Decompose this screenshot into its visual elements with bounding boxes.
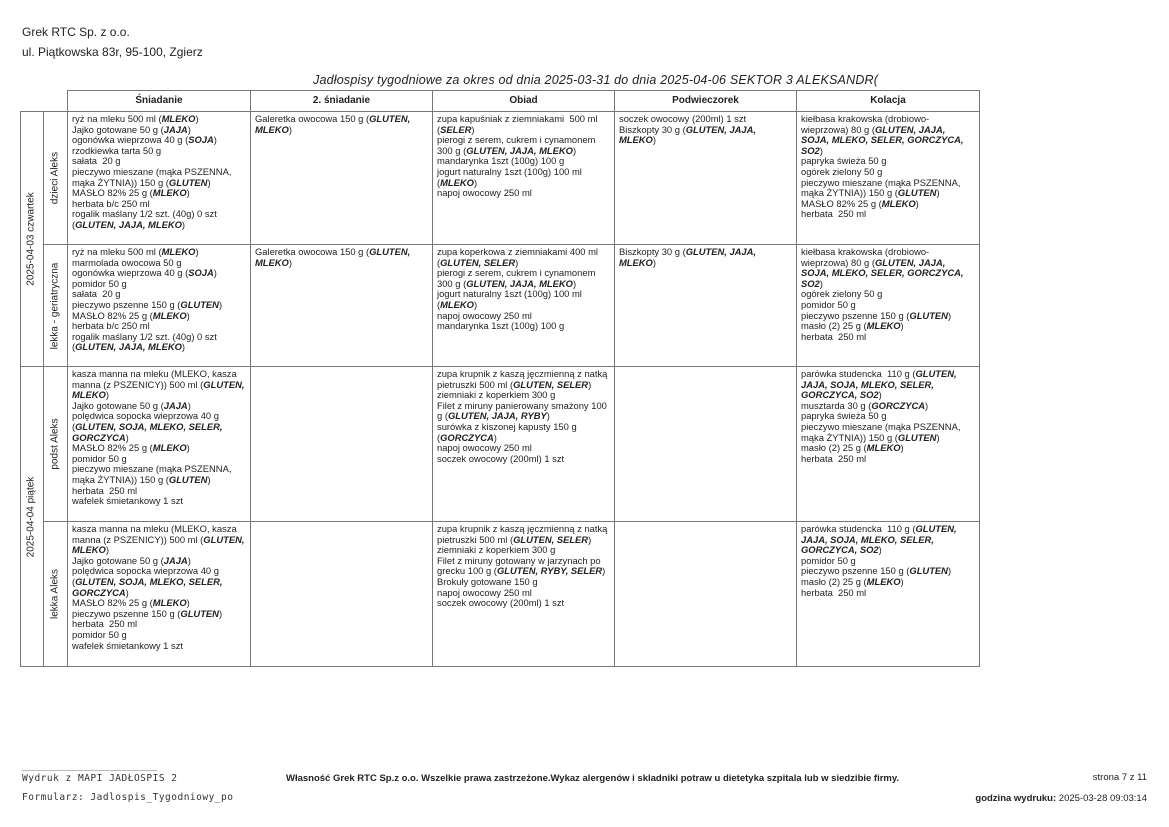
diet-label: podst Aleks (49, 418, 61, 470)
table-row (21, 245, 980, 367)
menu-item: ryż na mleku 500 ml (MLEKO) (72, 113, 199, 124)
menu-item: Biszkopty 30 g (GLUTEN, JAJA, MLEKO) (619, 246, 759, 268)
day-cell (21, 112, 44, 367)
meal-cell (797, 112, 980, 245)
menu-item: herbata 250 ml (801, 208, 867, 220)
menu-item: masło (2) 25 g (MLEKO) (801, 442, 904, 454)
menu-item: parówka studencka 110 g (GLUTEN, JAJA, SOJA, MLEKO, SELER, GORCZYCA, SO2) (801, 368, 960, 401)
menu-item: masło (2) 25 g (MLEKO) (801, 320, 904, 332)
company-name: Grek RTC Sp. z o.o. (22, 25, 130, 39)
menu-item: Biszkopty 30 g (GLUTEN, JAJA, MLEKO) (619, 123, 759, 146)
menu-item: mandarynka 1szt (100g) 100 g (437, 155, 565, 167)
page-title: Jadłospisy tygodniowe za okres od dnia 2025-03-31 do dnia 2025-04-06 SEKTOR 3 ALEKSANDR( (313, 73, 879, 87)
menu-item: sałata 20 g (72, 155, 121, 167)
menu-item: pieczywo pszenne 150 g (GLUTEN) (801, 309, 952, 321)
column-header: Kolacja (797, 91, 980, 112)
menu-item: pomidor 50 g (801, 554, 856, 566)
menu-item: Filet z miruny panierowany smażony 100 g (GLUTEN, JAJA, RYBY) (437, 399, 610, 422)
menu-item: MASŁO 82% 25 g (MLEKO) (72, 309, 190, 321)
meal-cell (615, 522, 797, 667)
menu-item: wafelek śmietankowy 1 szt (72, 495, 183, 507)
day-label: 2025-04-03 czwartek (25, 192, 37, 286)
company-header (22, 22, 203, 62)
table-row (21, 112, 980, 245)
menu-item: rogalik maślany 1/2 szt. (40g) 0 szt (GLUTEN, JAJA, MLEKO) (72, 330, 220, 353)
menu-item: ogórek zielony 50 g (801, 165, 883, 177)
menu-item: pieczywo mieszane (mąka PSZENNA, mąka ŻYTNIA)) 150 g (GLUTEN) (801, 420, 964, 443)
menu-item: surówka z kiszonej kapusty 150 g (GORCZYCA) (437, 420, 580, 443)
diet-label: lekka Aleks (49, 568, 61, 620)
print-time-label: godzina wydruku: (975, 793, 1057, 804)
menu-item: ogonówka wieprzowa 40 g (SOJA) (72, 134, 217, 146)
menu-item: ogonówka wieprzowa 40 g (SOJA) (72, 267, 217, 279)
menu-item: pieczywo pszenne 150 g (GLUTEN) (72, 607, 223, 619)
menu-item: pomidor 50 g (801, 298, 856, 310)
menu-item: wafelek śmietankowy 1 szt (72, 639, 183, 651)
menu-item: rzodkiewka tarta 50 g (72, 144, 162, 156)
menu-item: Jajko gotowane 50 g (JAJA) (72, 123, 191, 135)
meal-cell (797, 367, 980, 522)
menu-item: papryka świeża 50 g (801, 155, 887, 167)
meal-cell (251, 367, 433, 522)
menu-item: herbata 250 ml (801, 452, 867, 464)
menu-item: napoj owocowy 250 ml (437, 586, 532, 598)
header-blank (21, 91, 44, 112)
menu-item: pieczywo pszenne 150 g (GLUTEN) (72, 298, 223, 310)
menu-item: pomidor 50 g (72, 452, 127, 464)
column-header: Śniadanie (68, 91, 251, 112)
day-cell (21, 367, 44, 667)
footer-divider (22, 770, 157, 771)
meal-cell (251, 522, 433, 667)
menu-item: Galeretka owocowa 150 g (GLUTEN, MLEKO) (255, 113, 413, 135)
meal-cell (615, 245, 797, 367)
menu-item: jogurt naturalny 1szt (100g) 100 ml (MLEKO) (437, 165, 585, 188)
menu-item: napoj owocowy 250 ml (437, 442, 532, 454)
header-row (21, 91, 980, 112)
diet-cell (44, 522, 68, 667)
meal-cell (251, 112, 433, 245)
menu-item: soczek owocowy (200ml) 1 szt (437, 597, 565, 609)
menu-item: herbata 250 ml (72, 618, 138, 630)
menu-item: ryż na mleku 500 ml (MLEKO) (72, 246, 199, 257)
diet-cell (44, 245, 68, 367)
menu-item: sałata 20 g (72, 288, 121, 300)
table-row (21, 367, 980, 522)
menu-item: polędwica sopocka wieprzowa 40 g (GLUTEN, SOJA, MLEKO, SELER, GORCZYCA) (72, 565, 226, 598)
company-address: ul. Piątkowska 83r, 95-100, Zgierz (22, 45, 203, 59)
menu-item: zupa kapuśniak z ziemniakami 500 ml (SELER) (437, 113, 601, 135)
menu-item: MASŁO 82% 25 g (MLEKO) (72, 187, 190, 199)
menu-item: zupa koperkowa z ziemniakami 400 ml (GLUTEN, SELER) (437, 246, 601, 268)
menu-item: pieczywo mieszane (mąka PSZENNA, mąka ŻYTNIA)) 150 g (GLUTEN) (801, 176, 964, 199)
menu-item: polędwica sopocka wieprzowa 40 g (GLUTEN, SOJA, MLEKO, SELER, GORCZYCA) (72, 410, 226, 443)
menu-item: Brokuły gotowane 150 g (437, 575, 538, 587)
menu-item: zupa krupnik z kaszą jęczmienną z natką pietruszki 500 ml (GLUTEN, SELER) (437, 368, 611, 390)
menu-item: kasza manna na mleku (MLEKO, kasza manna (z PSZENICY)) 500 ml (GLUTEN, MLEKO) (72, 368, 248, 401)
printout-source: Wydruk z MAPI JADŁOSPIS 2 (22, 773, 178, 784)
ownership-notice: Własność Grek RTC Sp.z o.o. Wszelkie prawa zastrzeżone.Wykaz alergenów i skladniki potraw u dietetyka szpitala lub w siedzibie firmy. (286, 773, 900, 784)
menu-item: jogurt naturalny 1szt (100g) 100 ml (MLEKO) (437, 288, 585, 310)
menu-item: pieczywo mieszane (mąka PSZENNA, mąka ŻYTNIA)) 150 g (GLUTEN) (72, 165, 235, 188)
diet-cell (44, 112, 68, 245)
menu-item: marmolada owocowa 50 g (72, 256, 182, 268)
menu-item: mandarynka 1szt (100g) 100 g (437, 320, 565, 332)
menu-item: napoj owocowy 250 ml (437, 187, 532, 199)
page-number: strona 7 z 11 (1092, 772, 1147, 783)
menu-item: masło (2) 25 g (MLEKO) (801, 575, 904, 587)
meal-cell (68, 112, 251, 245)
menu-item: herbata b/c 250 ml (72, 320, 150, 332)
menu-item: herbata 250 ml (801, 330, 867, 342)
menu-item: pomidor 50 g (72, 277, 127, 289)
meal-cell (615, 367, 797, 522)
menu-item: Galeretka owocowa 150 g (GLUTEN, MLEKO) (255, 246, 413, 268)
menu-item: Jajko gotowane 50 g (JAJA) (72, 399, 191, 411)
menu-item: Jajko gotowane 50 g (JAJA) (72, 554, 191, 566)
menu-item: musztarda 30 g (GORCZYCA) (801, 399, 929, 411)
menu-item: napoj owocowy 250 ml (437, 309, 532, 321)
meal-cell (68, 522, 251, 667)
menu-item: MASŁO 82% 25 g (MLEKO) (72, 597, 190, 609)
meal-cell (433, 367, 615, 522)
diet-label: dzieci Aleks (49, 151, 61, 205)
menu-item: ogórek zielony 50 g (801, 288, 883, 300)
meal-cell (615, 112, 797, 245)
menu-item: zupa krupnik z kaszą jęczmienną z natką pietruszki 500 ml (GLUTEN, SELER) (437, 523, 611, 545)
meal-cell (251, 245, 433, 367)
meal-cell (433, 245, 615, 367)
day-label: 2025-04-04 piątek (25, 476, 37, 557)
menu-item: pierogi z serem, cukrem i cynamonem 300 g (GLUTEN, JAJA, MLEKO) (437, 134, 598, 156)
menu-item: papryka świeża 50 g (801, 410, 887, 422)
menu-item: pieczywo mieszane (mąka PSZENNA, mąka ŻYTNIA)) 150 g (GLUTEN) (72, 463, 235, 485)
print-time (975, 793, 1147, 804)
menu-item: pierogi z serem, cukrem i cynamonem 300 g (GLUTEN, JAJA, MLEKO) (437, 267, 598, 289)
menu-item: herbata 250 ml (72, 484, 138, 496)
menu-item: herbata b/c 250 ml (72, 197, 150, 209)
meal-cell (68, 245, 251, 367)
form-name: Formularz: Jadlospis_Tygodniowy_po (22, 792, 234, 803)
print-time-value: 2025-03-28 09:03:14 (1058, 793, 1147, 804)
meal-cell (797, 245, 980, 367)
column-header: Obiad (433, 91, 615, 112)
meal-cell (68, 367, 251, 522)
menu-table (20, 90, 980, 667)
meal-cell (433, 522, 615, 667)
menu-item: ziemniaki z koperkiem 300 g (437, 389, 556, 401)
header-blank (44, 91, 68, 112)
diet-cell (44, 367, 68, 522)
menu-item: Filet z miruny gotowany w jarzynach po grecku 100 g (GLUTEN, RYBY, SELER) (437, 554, 606, 577)
menu-item: pieczywo pszenne 150 g (GLUTEN) (801, 565, 952, 577)
diet-label: lekka - geriatryczna (49, 262, 61, 349)
menu-item: kiełbasa krakowska (drobiowo-wieprzowa) 80 g (GLUTEN, JAJA, SOJA, MLEKO, SELER, GORCZYCA, SO2) (801, 113, 967, 156)
menu-item: kasza manna na mleku (MLEKO, kasza manna (z PSZENICY)) 500 ml (GLUTEN, MLEKO) (72, 523, 248, 556)
footer-info (22, 770, 233, 812)
menu-item: parówka studencka 110 g (GLUTEN, JAJA, SOJA, MLEKO, SELER, GORCZYCA, SO2) (801, 523, 960, 556)
menu-item: kiełbasa krakowska (drobiowo-wieprzowa) 80 g (GLUTEN, JAJA, SOJA, MLEKO, SELER, GORCZYCA, SO2) (801, 246, 967, 289)
meal-cell (797, 522, 980, 667)
menu-item: MASŁO 82% 25 g (MLEKO) (801, 197, 919, 209)
table-row (21, 522, 980, 667)
menu-item: soczek owocowy (200ml) 1 szt (619, 113, 747, 124)
column-header: 2. śniadanie (251, 91, 433, 112)
column-header: Podwieczorek (615, 91, 797, 112)
menu-item: ziemniaki z koperkiem 300 g (437, 544, 556, 556)
meal-cell (433, 112, 615, 245)
menu-item: soczek owocowy (200ml) 1 szt (437, 452, 565, 464)
menu-item: herbata 250 ml (801, 586, 867, 598)
menu-item: pomidor 50 g (72, 628, 127, 640)
menu-item: MASŁO 82% 25 g (MLEKO) (72, 442, 190, 454)
menu-item: rogalik maślany 1/2 szt. (40g) 0 szt (GLUTEN, JAJA, MLEKO) (72, 208, 220, 230)
